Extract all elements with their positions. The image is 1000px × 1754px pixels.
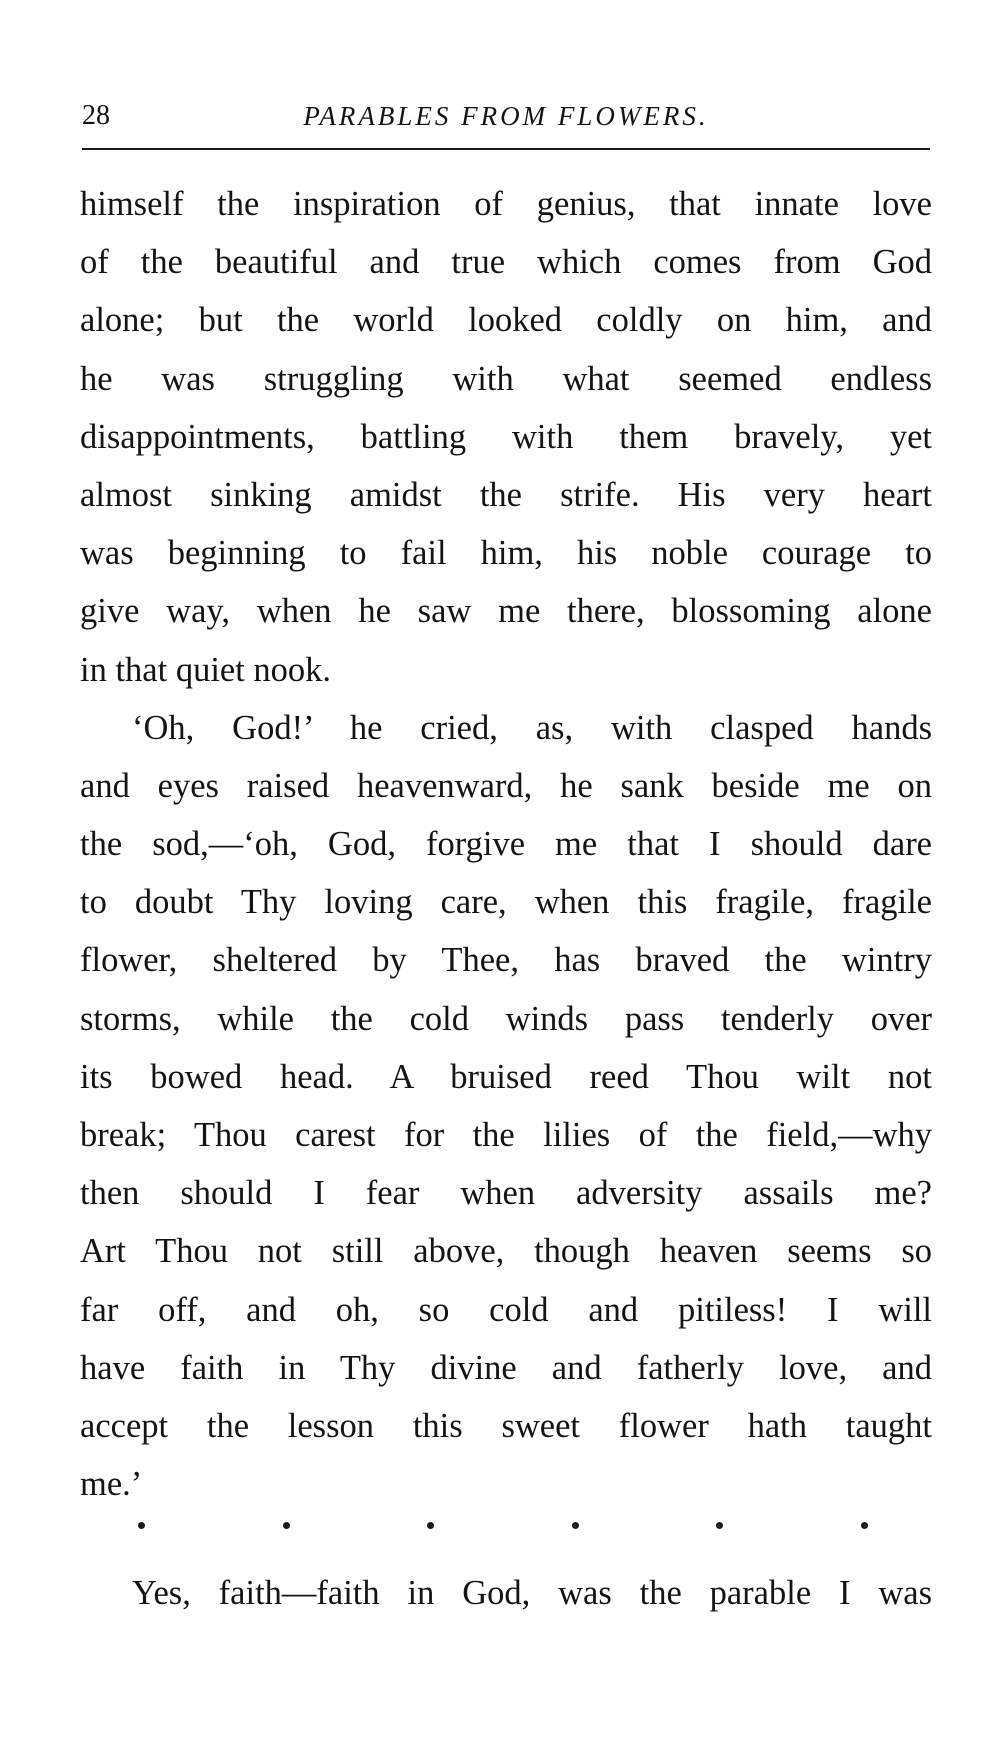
body-text — [80, 175, 932, 1513]
section-break-dots — [138, 1522, 868, 1532]
text-line: Art Thou not still above, though heaven seems so — [80, 1232, 932, 1271]
text-line: himself the inspiration of genius, that innate love — [80, 185, 932, 223]
text-line: then should I fear when adversity assails me? — [80, 1174, 932, 1213]
final-text-line: Yes, faith—faith in God, was the parable I was — [132, 1574, 932, 1612]
page-header — [82, 96, 930, 136]
ellipsis-dot — [138, 1522, 145, 1529]
text-line: far off, and oh, so cold and pitiless! I will — [80, 1290, 932, 1329]
running-title: PARABLES FROM FLOWERS. — [303, 101, 709, 131]
text-line: in that quiet nook. — [80, 650, 332, 689]
text-line: he was struggling with what seemed endless — [80, 359, 932, 398]
text-line: its bowed head. A bruised reed Thou wilt not — [80, 1057, 932, 1096]
text-line: give way, when he saw me there, blossoming alone — [80, 592, 932, 631]
text-line: almost sinking amidst the strife. His very heart — [80, 475, 932, 514]
text-line: break; Thou carest for the lilies of the field,—why — [80, 1116, 932, 1154]
page-number: 28 — [82, 100, 110, 131]
header-rule — [82, 148, 930, 150]
text-line: flower, sheltered by Thee, has braved the wintry — [80, 941, 932, 980]
text-line: and eyes raised heavenward, he sank beside me on — [80, 766, 932, 805]
ellipsis-dot — [572, 1522, 579, 1529]
text-line: the sod,—‘oh, God, forgive me that I should dare — [80, 825, 932, 864]
ellipsis-dot — [427, 1522, 434, 1529]
text-line: disappointments, battling with them bravely, yet — [80, 417, 932, 456]
text-line: accept the lesson this sweet flower hath taught — [80, 1406, 932, 1445]
text-line: storms, while the cold winds pass tenderly over — [80, 999, 932, 1038]
text-line: alone; but the world looked coldly on him, and — [80, 301, 932, 340]
text-line: of the beautiful and true which comes from God — [80, 243, 932, 282]
text-line: have faith in Thy divine and fatherly love, and — [80, 1348, 932, 1387]
ellipsis-dot — [283, 1522, 290, 1529]
text-line: me.’ — [80, 1465, 143, 1504]
text-line: ‘Oh, God!’ he cried, as, with clasped hands — [132, 708, 932, 747]
ellipsis-dot — [861, 1522, 868, 1529]
text-line: was beginning to fail him, his noble courage to — [80, 534, 932, 573]
ellipsis-dot — [716, 1522, 723, 1529]
text-line: to doubt Thy loving care, when this fragile, fragile — [80, 883, 932, 922]
